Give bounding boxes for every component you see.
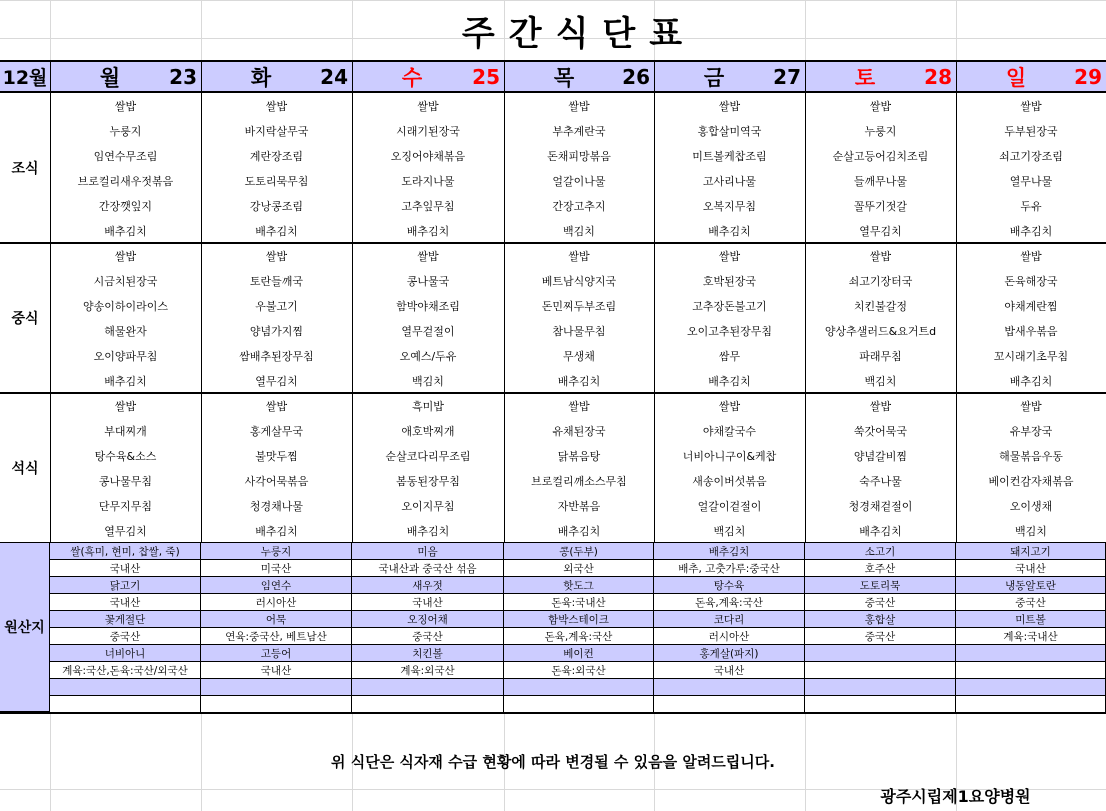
menu-item: 들깨무나물 — [853, 174, 908, 188]
menu-item: 새송이버섯볶음 — [692, 474, 767, 488]
menu-item: 도라지나물 — [401, 174, 455, 188]
origin-cell: 홍게살(파지) — [654, 645, 805, 662]
menu-item: 오이고추된장무침 — [686, 324, 772, 338]
menu-item: 배추김치 — [255, 224, 298, 238]
column-border — [352, 60, 353, 543]
menu-item: 쌀밥 — [869, 99, 892, 113]
menu-item: 배추김치 — [406, 224, 450, 238]
menu-item: 치킨불갈정 — [853, 299, 908, 313]
menu-item: 쌈무 — [718, 349, 741, 363]
menu-item: 단무지무침 — [98, 499, 153, 513]
menu-item: 배추김치 — [255, 524, 298, 538]
origin-cell — [50, 679, 201, 696]
menu-item: 해물완자 — [104, 324, 147, 338]
day-name: 수 — [401, 65, 423, 90]
origin-cell: 핫도그 — [504, 577, 654, 594]
menu-item: 순살코다리무조림 — [385, 449, 471, 463]
menu-item: 백김치 — [864, 374, 897, 388]
origin-cell: 돈육:국내산 — [504, 594, 654, 611]
menu-item: 양송이하이라이스 — [82, 299, 168, 313]
menu-item: 쌀밥 — [1020, 249, 1042, 263]
menu-item: 베이컨감자채볶음 — [988, 474, 1074, 488]
menu-item: 두유 — [1020, 199, 1042, 213]
origin-cell: 배추김치 — [654, 543, 805, 560]
origin-cell: 중국산 — [956, 594, 1106, 611]
menu-item: 불맛두찜 — [255, 449, 298, 463]
menu-item: 양념갈비찜 — [853, 449, 908, 463]
origin-cell: 함박스테이크 — [504, 611, 654, 628]
menu-item: 파래무침 — [859, 349, 902, 363]
menu-item: 계란장조림 — [249, 149, 304, 163]
origin-cell: 베이컨 — [504, 645, 654, 662]
menu-item: 홍게살무국 — [249, 424, 304, 438]
origin-cell: 오징어채 — [352, 611, 504, 628]
menu-item: 돈민찌두부조림 — [541, 299, 617, 313]
origin-cell — [504, 679, 654, 696]
origin-cell: 외국산 — [504, 560, 654, 577]
origin-cell: 계육:국내산 — [956, 628, 1106, 645]
menu-item: 쌀밥 — [568, 249, 590, 263]
menu-item: 브로컬리깨소스무침 — [531, 474, 627, 488]
menu-item: 미트볼케찹조림 — [692, 149, 767, 163]
menu-item: 오징어야채볶음 — [390, 149, 466, 163]
origin-cell — [956, 662, 1106, 679]
menu-item: 봄동된장무침 — [396, 474, 460, 488]
menu-item: 배추김치 — [708, 224, 751, 238]
menu-item: 쌈배추된장무침 — [239, 349, 314, 363]
day-name: 화 — [250, 65, 272, 90]
menu-item: 얼갈이겉절이 — [697, 499, 762, 513]
menu-item: 배추김치 — [859, 524, 902, 538]
menu-item: 청경채겉절이 — [848, 499, 913, 513]
menu-item: 부추계란국 — [552, 124, 606, 138]
column-border — [504, 60, 505, 543]
menu-item: 자반볶음 — [557, 499, 601, 513]
origin-cell: 미음 — [352, 543, 504, 560]
origin-cell — [654, 679, 805, 696]
origin-cell: 국내산 — [50, 594, 201, 611]
day-date: 27 — [773, 64, 801, 89]
menu-item: 고추잎무침 — [401, 199, 455, 213]
day-name: 목 — [553, 65, 575, 90]
menu-item: 쌀밥 — [869, 249, 892, 263]
menu-item: 쌀밥 — [265, 249, 288, 263]
menu-item: 배추김치 — [104, 374, 147, 388]
menu-item: 고사리나물 — [702, 174, 757, 188]
origin-cell: 중국산 — [805, 594, 956, 611]
menu-item: 돈채피망볶음 — [547, 149, 611, 163]
origin-cell: 고등어 — [201, 645, 352, 662]
menu-item: 유부장국 — [1009, 424, 1053, 438]
menu-item: 콩나물무침 — [98, 474, 153, 488]
origin-cell: 호주산 — [805, 560, 956, 577]
origin-bottom — [0, 712, 1106, 714]
menu-item: 누룽지 — [109, 124, 142, 138]
origin-cell: 국내산 — [956, 560, 1106, 577]
origin-cell: 계육:국산,돈육:국산/외국산 — [50, 662, 201, 679]
origin-cell: 탕수육 — [654, 577, 805, 594]
meal-label: 석식 — [11, 461, 39, 477]
menu-item: 쌀밥 — [568, 99, 590, 113]
menu-item: 쇠고기장터국 — [848, 274, 913, 288]
menu-item: 강낭콩조림 — [249, 199, 304, 213]
menu-item: 쌀밥 — [1020, 99, 1042, 113]
menu-item: 흑미밥 — [412, 399, 444, 413]
origin-cell: 중국산 — [352, 628, 504, 645]
menu-item: 오이생채 — [1009, 499, 1053, 513]
menu-item: 숙주나물 — [859, 474, 902, 488]
origin-cell: 소고기 — [805, 543, 956, 560]
menu-item: 쌀밥 — [718, 399, 741, 413]
origin-cell — [805, 696, 956, 713]
origin-cell — [50, 696, 201, 713]
day-date: 29 — [1074, 64, 1102, 89]
menu-item: 베트남식양지국 — [541, 274, 617, 288]
menu-item: 브로컬리새우젓볶음 — [77, 174, 174, 188]
menu-item: 야채칼국수 — [702, 424, 757, 438]
meal-label: 조식 — [11, 161, 39, 177]
menu-item: 배추김치 — [708, 374, 751, 388]
origin-cell — [201, 696, 352, 713]
origin-cell: 콩(두부) — [504, 543, 654, 560]
menu-item: 배추김치 — [406, 524, 450, 538]
origin-cell — [956, 696, 1106, 713]
column-border — [654, 60, 655, 543]
origin-cell: 어묵 — [201, 611, 352, 628]
origin-cell: 쌀(흑미, 현미, 찹쌀, 죽) — [50, 543, 201, 560]
hospital-name: 광주시립제1요양병원 — [880, 786, 1031, 806]
menu-item: 꼴뚜기젓갈 — [853, 199, 908, 213]
day-name: 토 — [854, 65, 876, 90]
origin-cell: 러시아산 — [654, 628, 805, 645]
origin-cell — [805, 679, 956, 696]
origin-cell — [352, 696, 504, 713]
origin-cell: 미트볼 — [956, 611, 1106, 628]
menu-item: 토란들깨국 — [249, 274, 304, 288]
origin-cell: 연육:중국산, 베트남산 — [201, 628, 352, 645]
origin-cell: 국내산 — [50, 560, 201, 577]
menu-item: 애호박찌개 — [401, 424, 455, 438]
day-date: 24 — [320, 64, 348, 89]
menu-item: 쌀밥 — [869, 399, 892, 413]
menu-item: 쌀밥 — [568, 399, 590, 413]
menu-item: 무생채 — [563, 349, 595, 363]
day-name: 금 — [703, 65, 725, 90]
origin-cell: 돼지고기 — [956, 543, 1106, 560]
menu-item: 임연수무조림 — [93, 149, 158, 163]
origin-cell: 누룽지 — [201, 543, 352, 560]
menu-item: 배추김치 — [104, 224, 147, 238]
menu-item: 열무겉절이 — [401, 324, 455, 338]
origin-cell: 중국산 — [805, 628, 956, 645]
origin-cell — [352, 679, 504, 696]
menu-item: 쇠고기장조림 — [999, 149, 1063, 163]
menu-item: 쌀밥 — [265, 99, 288, 113]
day-name: 일 — [1005, 65, 1027, 90]
menu-item: 쌀밥 — [114, 249, 137, 263]
day-date: 26 — [622, 64, 650, 89]
menu-item: 배추김치 — [557, 524, 601, 538]
menu-item: 부대찌개 — [104, 424, 147, 438]
origin-cell: 코다리 — [654, 611, 805, 628]
menu-item: 쑥갓어묵국 — [853, 424, 908, 438]
menu-item: 콩나물국 — [406, 274, 450, 288]
origin-cell: 계육:외국산 — [352, 662, 504, 679]
origin-cell: 새우젓 — [352, 577, 504, 594]
menu-item: 배추김치 — [1009, 224, 1053, 238]
origin-cell: 국내산 — [201, 662, 352, 679]
menu-item: 열무김치 — [104, 524, 147, 538]
origin-cell: 배추, 고춧가루:중국산 — [654, 560, 805, 577]
menu-item: 열무김치 — [859, 224, 902, 238]
origin-cell: 임연수 — [201, 577, 352, 594]
menu-item: 누룽지 — [864, 124, 897, 138]
origin-cell: 도토리묵 — [805, 577, 956, 594]
menu-item: 백김치 — [412, 374, 444, 388]
column-border — [50, 60, 51, 543]
origin-cell: 미국산 — [201, 560, 352, 577]
menu-item: 쌀밥 — [265, 399, 288, 413]
menu-item: 오예스/두유 — [399, 349, 457, 363]
menu-item: 사각어묵볶음 — [244, 474, 309, 488]
origin-cell — [201, 679, 352, 696]
menu-item: 쌀밥 — [718, 249, 741, 263]
menu-item: 배추김치 — [1009, 374, 1053, 388]
menu-item: 꼬시래기초무침 — [993, 349, 1069, 363]
menu-item: 열무김치 — [255, 374, 298, 388]
menu-item: 오이양파무침 — [93, 349, 158, 363]
origin-cell: 중국산 — [50, 628, 201, 645]
month-label: 12월 — [2, 67, 48, 89]
menu-item: 얼갈이나물 — [552, 174, 606, 188]
origin-cell — [805, 645, 956, 662]
menu-item: 홍합살미역국 — [697, 124, 762, 138]
menu-item: 야채계란찜 — [1004, 299, 1058, 313]
menu-item: 간장깻잎지 — [98, 199, 153, 213]
menu-item: 쌀밥 — [417, 99, 439, 113]
origin-cell: 돈육:외국산 — [504, 662, 654, 679]
menu-item: 간장고추지 — [552, 199, 606, 213]
menu-item: 바지락살무국 — [244, 124, 309, 138]
menu-item: 해물볶음우동 — [999, 449, 1063, 463]
menu-item: 쌀밥 — [114, 399, 137, 413]
menu-item: 참나물무침 — [552, 324, 606, 338]
menu-item: 열무나물 — [1009, 174, 1053, 188]
menu-item: 밥새우볶음 — [1004, 324, 1058, 338]
menu-item: 우불고기 — [255, 299, 298, 313]
day-date: 28 — [924, 64, 952, 89]
menu-item: 탕수육&소스 — [94, 449, 157, 463]
origin-cell — [805, 662, 956, 679]
origin-cell — [504, 696, 654, 713]
page-title: 주간식단표 — [461, 13, 697, 54]
day-date: 25 — [472, 64, 500, 89]
origin-cell — [654, 696, 805, 713]
menu-item: 순살고등어김치조림 — [832, 149, 929, 163]
origin-cell: 돈육,계육:국산 — [504, 628, 654, 645]
day-date: 23 — [169, 64, 197, 89]
menu-item: 유채된장국 — [552, 424, 606, 438]
origin-cell: 홍합살 — [805, 611, 956, 628]
origin-cell: 치킨볼 — [352, 645, 504, 662]
column-border — [805, 60, 806, 543]
menu-item: 함박야채조림 — [396, 299, 460, 313]
column-border — [956, 60, 957, 543]
menu-item: 두부된장국 — [1004, 124, 1058, 138]
origin-cell: 닭고기 — [50, 577, 201, 594]
origin-cell: 꽃게절단 — [50, 611, 201, 628]
menu-item: 쌀밥 — [114, 99, 137, 113]
origin-label: 원산지 — [0, 543, 50, 713]
menu-item: 오이지무침 — [401, 499, 455, 513]
menu-item: 닭볶음탕 — [557, 449, 601, 463]
notice-text: 위 식단은 식자재 수급 현황에 따라 변경될 수 있음을 알려드립니다. — [331, 752, 775, 771]
menu-item: 시래기된장국 — [396, 124, 460, 138]
menu-item: 쌀밥 — [1020, 399, 1042, 413]
menu-item: 백김치 — [1015, 524, 1047, 538]
origin-cell: 냉동알토란 — [956, 577, 1106, 594]
origin-cell: 국내산과 중국산 섞음 — [352, 560, 504, 577]
menu-item: 호박된장국 — [702, 274, 757, 288]
menu-item: 배추김치 — [557, 374, 601, 388]
meal-label: 중식 — [11, 311, 39, 327]
menu-item: 고추장돈불고기 — [692, 299, 767, 313]
menu-item: 도토리묵무침 — [244, 174, 309, 188]
menu-item: 양상추샐러드&요거트d — [824, 324, 937, 338]
origin-cell: 러시아산 — [201, 594, 352, 611]
origin-cell: 너비아니 — [50, 645, 201, 662]
menu-item: 백김치 — [563, 224, 595, 238]
menu-item: 오복지무침 — [702, 199, 757, 213]
menu-item: 청경채나물 — [249, 499, 304, 513]
origin-cell: 돈육,계육:국산 — [654, 594, 805, 611]
origin-cell — [956, 679, 1106, 696]
menu-item: 시금치된장국 — [93, 274, 158, 288]
day-name: 월 — [99, 65, 121, 90]
menu-item: 너비아니구이&케찹 — [682, 449, 777, 463]
origin-cell — [956, 645, 1106, 662]
menu-item: 백김치 — [713, 524, 746, 538]
origin-cell: 국내산 — [352, 594, 504, 611]
column-border — [201, 60, 202, 543]
menu-item: 돈육해장국 — [1004, 274, 1058, 288]
menu-item: 양념가지찜 — [249, 324, 304, 338]
menu-item: 쌀밥 — [417, 249, 439, 263]
origin-cell: 국내산 — [654, 662, 805, 679]
menu-item: 쌀밥 — [718, 99, 741, 113]
